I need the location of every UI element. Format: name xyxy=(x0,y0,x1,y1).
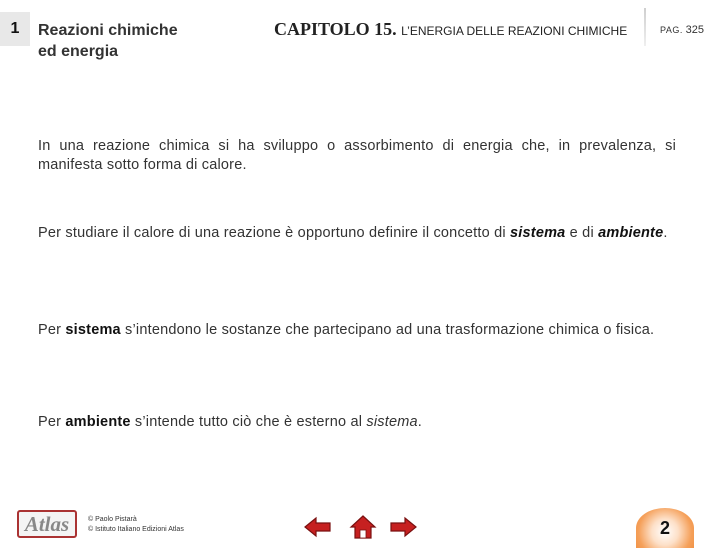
paragraph-concepts: Per studiare il calore di una reazione è opportuno definire il concetto di sistema e di ambiente. xyxy=(38,225,668,241)
paragraph-ambiente-definition: Per ambiente s’intende tutto ciò che è esterno al sistema. xyxy=(38,414,422,430)
section-title-line1: Reazioni chimiche xyxy=(38,22,178,39)
chapter-number: CAPITOLO 15. xyxy=(274,19,397,39)
term-ambiente-bold: ambiente xyxy=(65,414,131,430)
credit-publisher: © Istituto Italiano Edizioni Atlas xyxy=(88,526,184,533)
term-sistema-italic: sistema xyxy=(366,414,418,430)
paragraph-sistema-definition: Per sistema s’intendono le sostanze che partecipano ad una trasformazione chimica o fisica. xyxy=(38,322,655,338)
previous-button[interactable] xyxy=(303,514,333,540)
section-number: 1 xyxy=(0,12,30,46)
slide-number-badge xyxy=(636,508,694,548)
credits xyxy=(88,515,184,535)
term-ambiente: ambiente xyxy=(598,225,664,241)
home-icon xyxy=(349,514,377,540)
next-button[interactable] xyxy=(388,514,418,540)
chapter-subtitle: L’ENERGIA DELLE REAZIONI CHIMICHE xyxy=(401,24,628,38)
page-number: 325 xyxy=(685,24,704,36)
header-divider xyxy=(644,8,646,46)
term-sistema: sistema xyxy=(510,225,566,241)
page-reference xyxy=(660,24,704,36)
section-title-line2: ed energia xyxy=(38,43,119,60)
arrow-right-icon xyxy=(388,516,418,538)
chapter-heading xyxy=(274,19,627,40)
atlas-logo: Atlas xyxy=(17,510,77,538)
credit-author: © Paolo Pistarà xyxy=(88,516,137,523)
paragraph-intro: In una reazione chimica si ha sviluppo o assorbimento di energia che, in prevalenza, si manifesta sotto forma di calore. xyxy=(38,138,676,173)
section-title xyxy=(38,20,178,62)
page-label: PAG. xyxy=(660,25,683,35)
arrow-left-icon xyxy=(303,516,333,538)
slide-number: 2 xyxy=(659,518,670,538)
term-sistema-bold: sistema xyxy=(65,322,121,338)
home-button[interactable] xyxy=(348,514,378,540)
